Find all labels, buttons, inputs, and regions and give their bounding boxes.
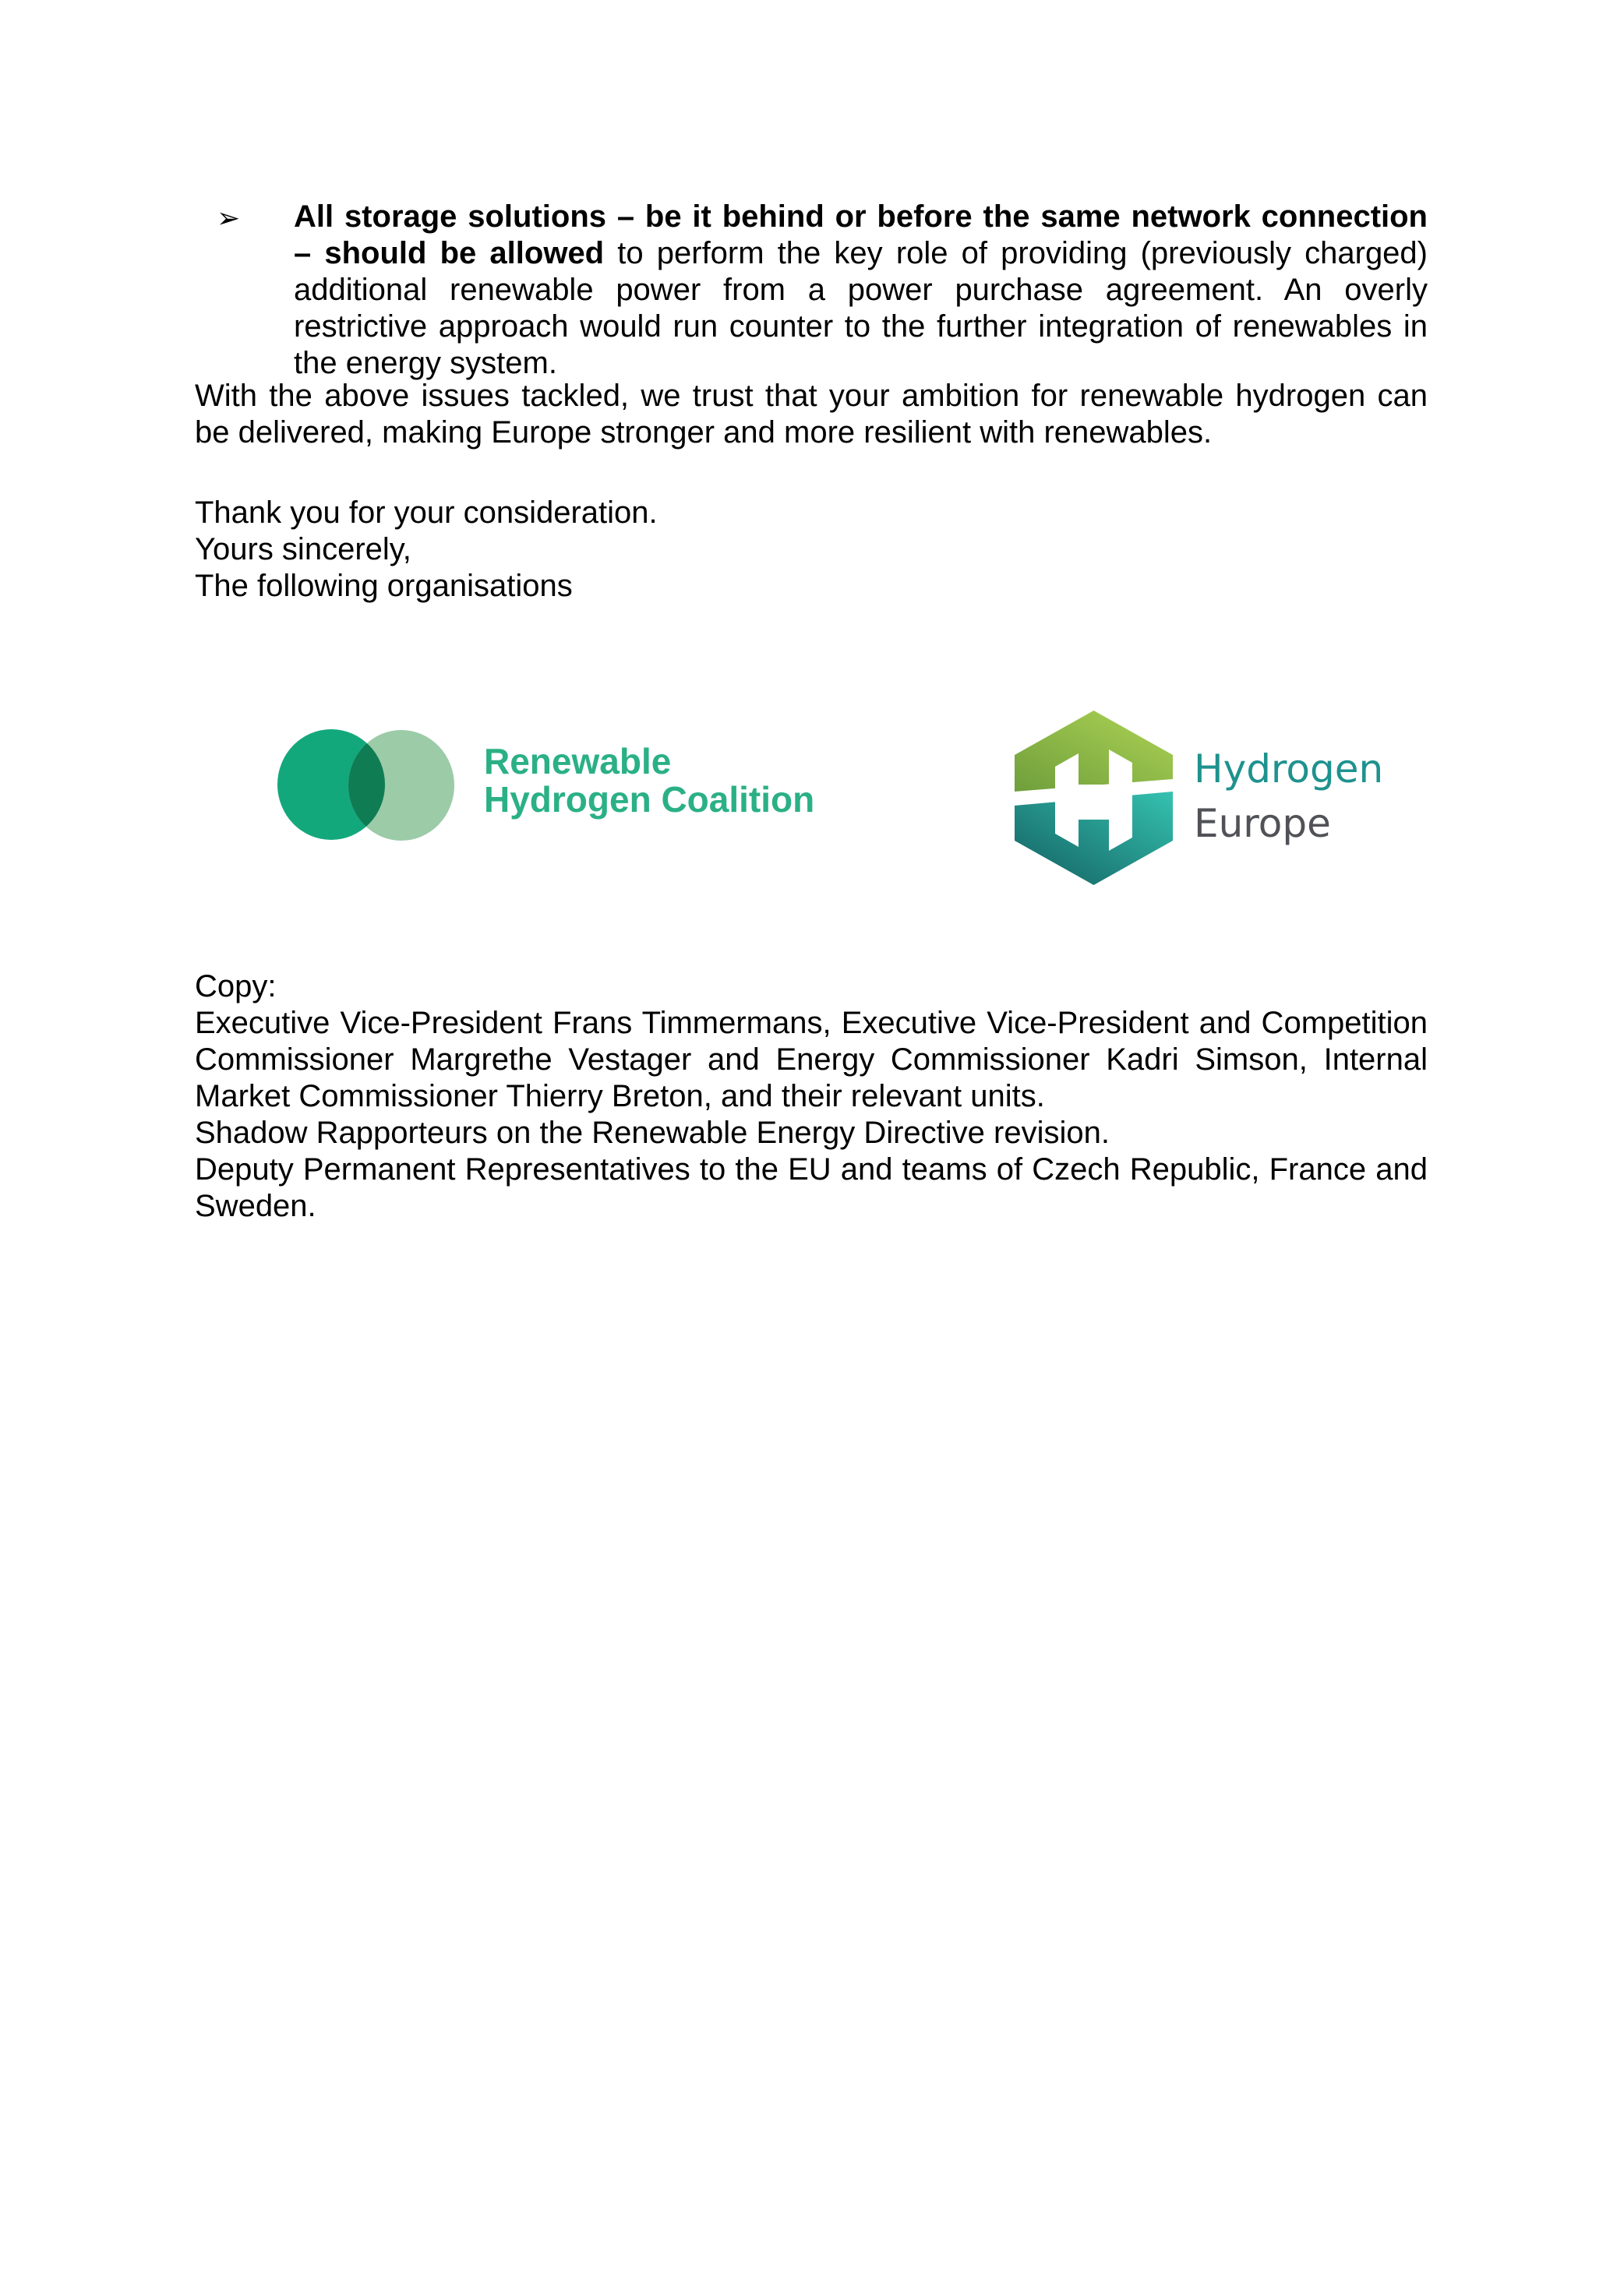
hydrogen-europe-logo-icon — [1015, 711, 1173, 885]
he-wordmark-line2: Europe — [1194, 801, 1331, 846]
bullet-item — [195, 199, 1428, 382]
rhc-wordmark-line2: Hydrogen Coalition — [484, 779, 815, 820]
paragraph-ambition: With the above issues tackled, we trust that your ambition for renewable hydrogen can be delivered, making Europe stronger and more resilient with renewables. — [195, 379, 1428, 450]
bullet-paragraph — [294, 199, 1428, 382]
copy-commissioners: Executive Vice-President Frans Timmermans, Executive Vice-President and Competition Commissioner Margrethe Vestager and Energy Commissioner Kadri Simson, Internal Market Commissioner Thierry Breton, and their relevant units. — [195, 1006, 1428, 1113]
he-wordmark-line1: Hydrogen — [1194, 746, 1384, 792]
copy-label: Copy: — [195, 969, 277, 1003]
copy-block — [195, 968, 1428, 1225]
arrow-bullet-icon: ➢ — [217, 203, 241, 235]
closing-block — [195, 495, 1428, 605]
renewable-hydrogen-coalition-logo-icon — [277, 729, 455, 841]
hydrogen-europe-wordmark — [1194, 742, 1383, 851]
rhc-wordmark-line1: Renewable — [484, 741, 672, 781]
bullet-rest-text: to perform the key role of providing (previously charged) additional renewable power from a power purchase agreement. An overly restrictive approach would run counter to the further integration of renewables in the energy system. — [294, 236, 1428, 380]
closing-line-organisations: The following organisations — [195, 569, 573, 603]
bullet-bold-text: All storage solutions – be it behind or before the same network connection – should be allowed — [294, 199, 1428, 270]
closing-line-thanks: Thank you for your consideration. — [195, 496, 658, 530]
copy-shadow-rapporteurs: Shadow Rapporteurs on the Renewable Energy Directive revision. — [195, 1116, 1110, 1150]
renewable-hydrogen-coalition-wordmark — [484, 742, 814, 819]
copy-deputy-representatives: Deputy Permanent Representatives to the EU and teams of Czech Republic, France and Sweden. — [195, 1152, 1428, 1223]
closing-line-sincerely: Yours sincerely, — [195, 532, 411, 566]
